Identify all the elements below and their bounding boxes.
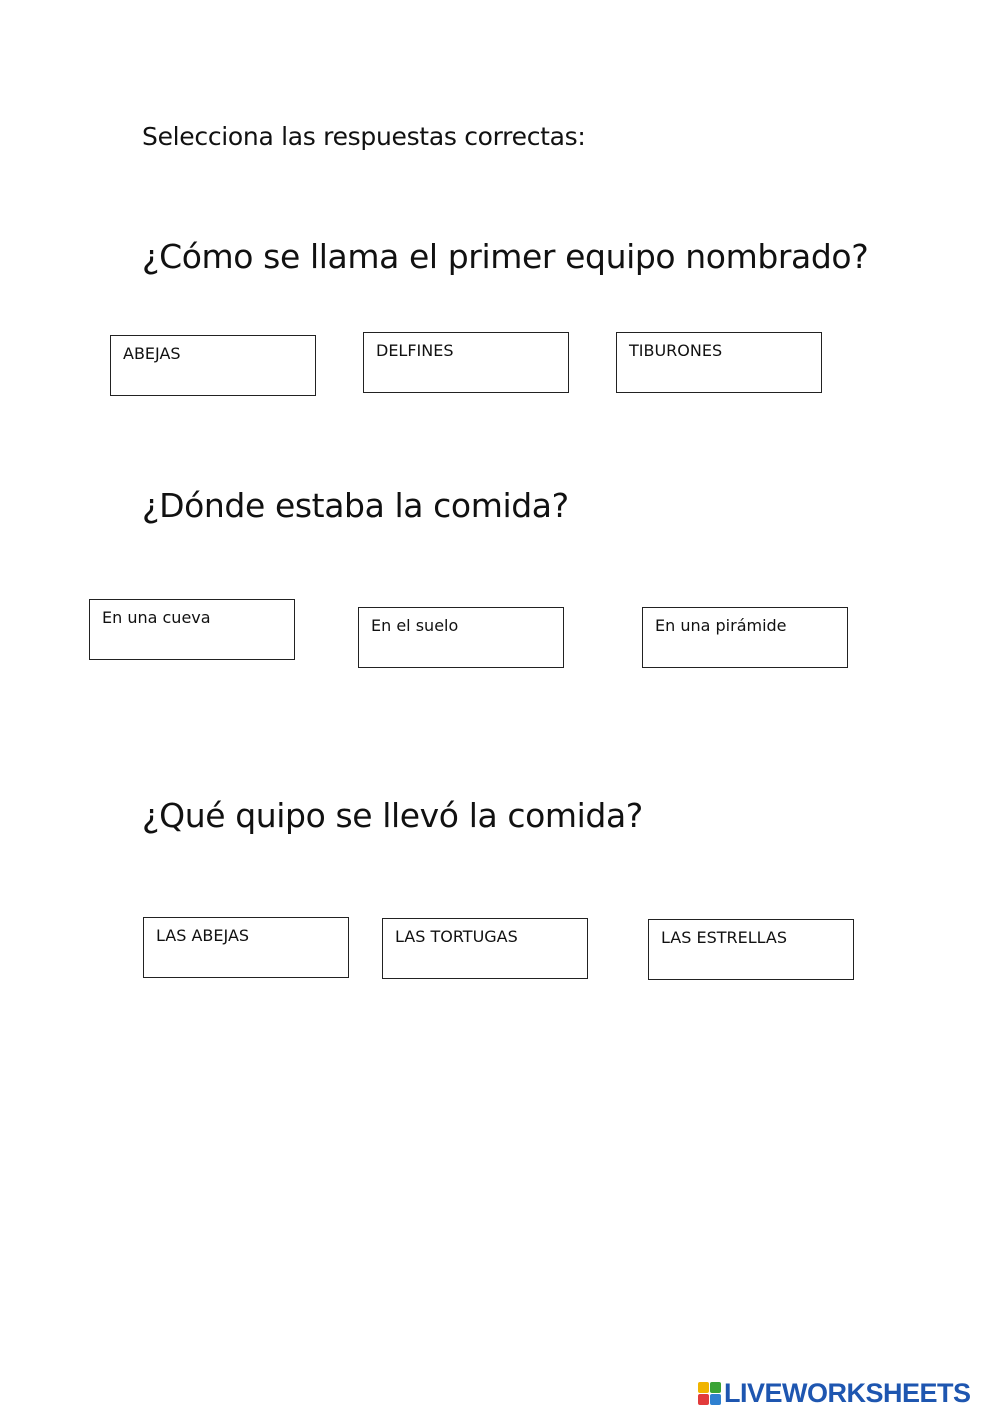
option-las-estrellas[interactable] [648,919,854,980]
option-las-tortugas[interactable] [382,918,588,979]
option-label: En una cueva [102,608,211,627]
option-label: LAS ESTRELLAS [661,928,788,947]
option-label: TIBURONES [629,341,723,360]
option-delfines[interactable] [363,332,569,393]
instruction-text: Selecciona las respuestas correctas: [142,122,586,151]
option-label: En el suelo [371,616,459,635]
question-1: ¿Cómo se llama el primer equipo nombrado? [142,237,869,276]
option-las-abejas[interactable] [143,917,349,978]
option-en-una-piramide[interactable] [642,607,848,668]
option-label: LAS ABEJAS [156,926,250,945]
option-tiburones[interactable] [616,332,822,393]
question-3: ¿Qué quipo se llevó la comida? [142,796,643,835]
liveworksheets-logo [698,1378,971,1408]
logo-text: LIVEWORKSHEETS [724,1377,971,1408]
option-label: LAS TORTUGAS [395,927,518,946]
option-label: En una pirámide [655,616,787,635]
option-abejas[interactable] [110,335,316,396]
option-en-el-suelo[interactable] [358,607,564,668]
option-en-una-cueva[interactable] [89,599,295,660]
logo-mark-icon [698,1382,721,1405]
option-label: ABEJAS [123,344,181,363]
option-label: DELFINES [376,341,454,360]
question-2: ¿Dónde estaba la comida? [142,486,569,525]
